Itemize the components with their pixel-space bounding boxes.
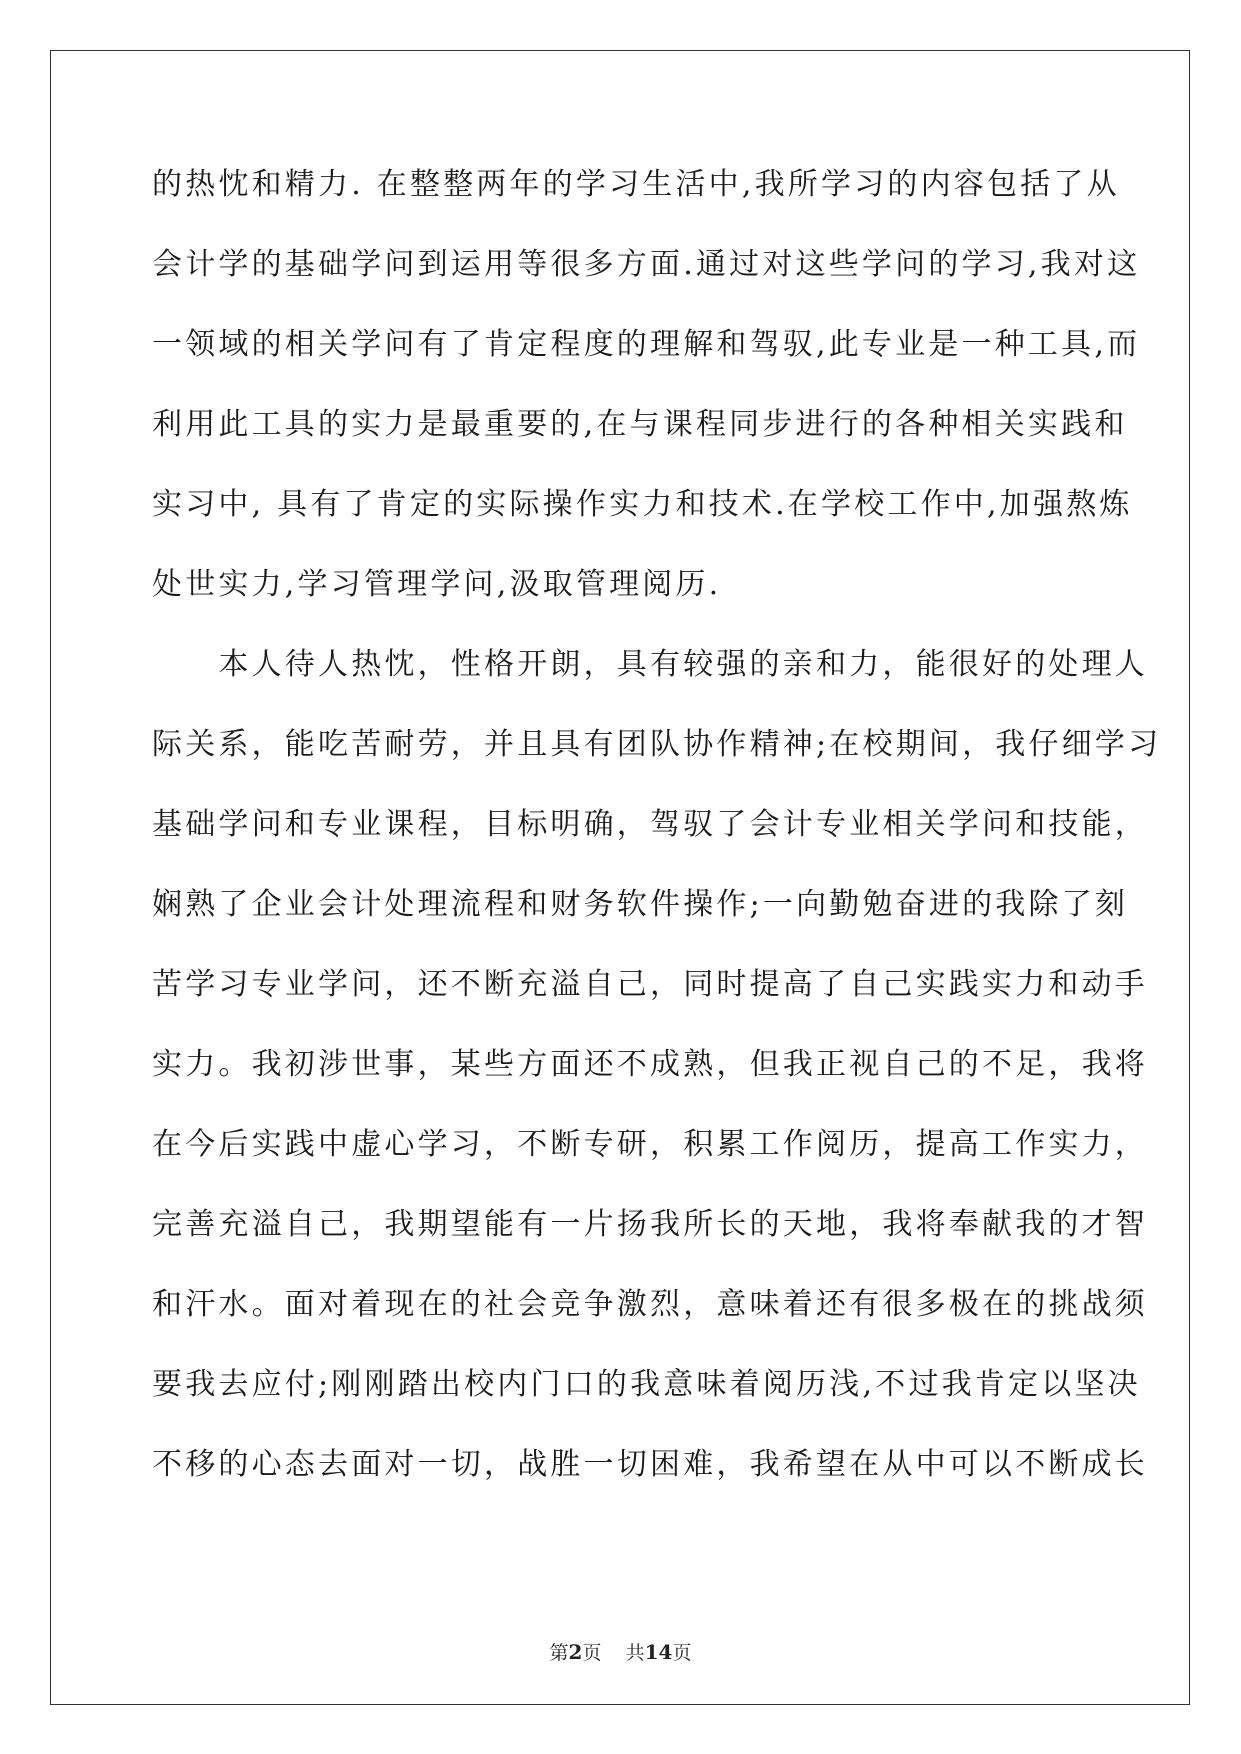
text-line-16: 要我去应付;刚刚踏出校内门口的我意味着阅历浅,不过我肯定以坚决 (152, 1367, 1141, 1402)
total-pages: 14 (644, 1640, 673, 1664)
page-suffix: 页 (582, 1642, 602, 1664)
text-line-13: 在今后实践中虚心学习，不断专研，积累工作阅历，提高工作实力， (152, 1127, 1148, 1162)
text-line-5: 实习中, 具有了肯定的实际操作实力和技术.在学校工作中,加强熬炼 (152, 487, 1133, 522)
text-line-12: 实力。我初涉世事，某些方面还不成熟，但我正视自己的不足，我将 (152, 1047, 1148, 1082)
text-line-15: 和汗水。面对着现在的社会竞争激烈，意味着还有很多极在的挑战须 (152, 1287, 1148, 1322)
total-prefix: 共 (625, 1642, 645, 1664)
text-line-4: 利用此工具的实力是最重要的,在与课程同步进行的各种相关实践和 (152, 407, 1128, 442)
text-line-7: 本人待人热忱，性格开朗，具有较强的亲和力，能很好的处理人 (152, 647, 1148, 682)
page-prefix: 第 (549, 1642, 569, 1664)
page-number: 2 (568, 1640, 583, 1664)
text-line-1: 的热忱和精力. 在整整两年的学习生活中,我所学习的内容包括了从 (152, 167, 1120, 202)
document-body (152, 160, 1162, 1520)
page-footer (0, 1640, 1241, 1665)
text-line-9: 基础学问和专业课程，目标明确，驾驭了会计专业相关学问和技能， (152, 807, 1148, 842)
total-suffix: 页 (672, 1642, 692, 1664)
text-line-17: 不移的心态去面对一切，战胜一切困难，我希望在从中可以不断成长 (152, 1447, 1148, 1482)
text-line-14: 完善充溢自己，我期望能有一片扬我所长的天地，我将奉献我的才智 (152, 1207, 1148, 1242)
text-line-8: 际关系，能吃苦耐劳，并且具有团队协作精神;在校期间，我仔细学习 (152, 727, 1162, 762)
text-line-11: 苦学习专业学问，还不断充溢自己，同时提高了自己实践实力和动手 (152, 967, 1148, 1002)
text-line-10: 娴熟了企业会计处理流程和财务软件操作;一向勤勉奋进的我除了刻 (152, 887, 1129, 922)
text-line-6: 处世实力,学习管理学问,汲取管理阅历. (152, 567, 722, 602)
text-line-3: 一领域的相关学问有了肯定程度的理解和驾驭,此专业是一种工具,而 (152, 327, 1141, 362)
text-line-2: 会计学的基础学问到运用等很多方面.通过对这些学问的学习,我对这 (152, 247, 1141, 282)
